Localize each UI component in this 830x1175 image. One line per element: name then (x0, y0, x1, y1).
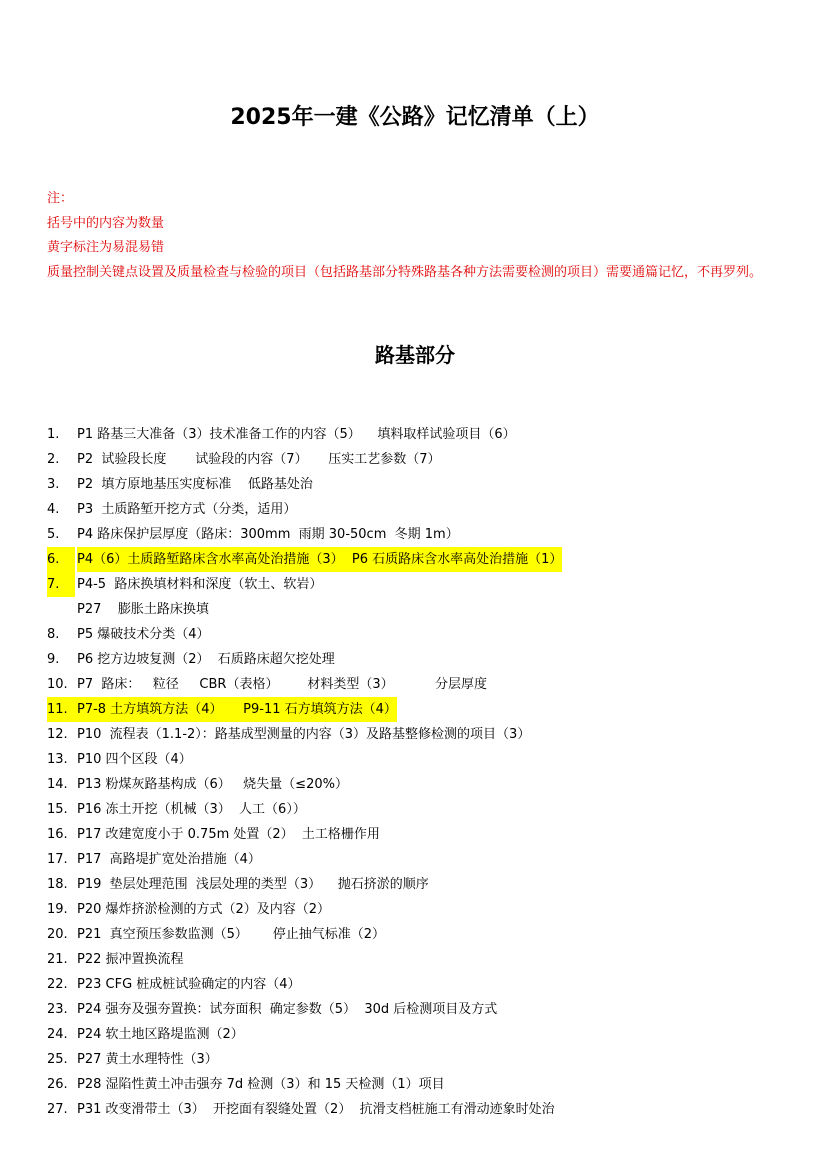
page-title: 2025年一建《公路》记忆清单（上） (230, 105, 600, 130)
list-item-text: P1 路基三大准备（3）技术准备工作的内容（5） 填料取样试验项目（6） (77, 427, 516, 442)
list-item-text: P17 改建宽度小于 0.75m 处置（2） 土工格栅作用 (77, 827, 380, 842)
list-item-number: 8. (47, 627, 60, 642)
list-item-text: P17 高路堤扩宽处治措施（4） (77, 852, 261, 867)
list-item-number: 21. (47, 952, 68, 967)
list-item (47, 1047, 807, 1072)
list-item (47, 772, 807, 797)
list-item (47, 647, 807, 672)
list-item-text: P24 软土地区路堤监测（2） (77, 1027, 244, 1042)
list-item-text: P2 试验段长度 试验段的内容（7） 压实工艺参数（7） (77, 452, 441, 467)
list-item-number: 27. (47, 1102, 68, 1117)
list-item-number: 5. (47, 527, 60, 542)
list-item-number: 3. (47, 477, 60, 492)
list-item-number: 13. (47, 752, 68, 767)
list-item (47, 597, 807, 622)
list-item-text: P21 真空预压参数监测（5） 停止抽气标准（2） (77, 927, 385, 942)
list-item-text: P23 CFG 桩成桩试验确定的内容（4） (77, 977, 301, 992)
list-item-text: P7-8 土方填筑方法（4） P9-11 石方填筑方法（4） (77, 697, 397, 722)
list-item-number: 18. (47, 877, 68, 892)
list-item (47, 622, 807, 647)
list-item-text: P19 垫层处理范围 浅层处理的类型（3） 抛石挤淤的顺序 (77, 877, 429, 892)
list-item-text: P7 路床： 粒径 CBR（表格） 材料类型（3） 分层厚度 (77, 677, 487, 692)
list-item-number: 22. (47, 977, 68, 992)
list-item (47, 797, 807, 822)
list-item (47, 722, 807, 747)
list-item (47, 447, 807, 472)
list-item-number: 6. (47, 547, 75, 572)
list-item-text: P31 改变滑带土（3） 开挖面有裂缝处置（2） 抗滑支档桩施工有滑动迹象时处治 (77, 1102, 555, 1117)
list-item-number: 11. (47, 697, 84, 722)
list-item (47, 947, 807, 972)
note-label: 注： (47, 191, 74, 206)
list-item (47, 472, 807, 497)
list-item-text: P4 路床保护层厚度（路床：300mm 雨期 30-50cm 冬期 1m） (77, 527, 459, 542)
list-item-text: P20 爆炸挤淤检测的方式（2）及内容（2） (77, 902, 331, 917)
list-item-number: 14. (47, 777, 68, 792)
list-item (47, 497, 807, 522)
list-item (47, 522, 807, 547)
notes-block (47, 187, 792, 285)
list-item (47, 847, 807, 872)
list-item-text: P4-5 路床换填材料和深度（软土、软岩） (77, 577, 323, 592)
list-item-text: P27 黄土水理特性（3） (77, 1052, 218, 1067)
list-item-text: P13 粉煤灰路基构成（6） 烧失量（≤20%） (77, 777, 348, 792)
list-item (47, 422, 807, 447)
list-item-number: 16. (47, 827, 68, 842)
list-item-number: 20. (47, 927, 68, 942)
list-item (47, 872, 807, 897)
list-item-number: 12. (47, 727, 68, 742)
list-item (47, 1072, 807, 1097)
list-item-text: P22 振冲置换流程 (77, 952, 184, 967)
list-item-number: 25. (47, 1052, 68, 1067)
list-item (47, 897, 807, 922)
note-line: 黄字标注为易混易错 (47, 240, 165, 255)
note-line: 质量控制关键点设置及质量检查与检验的项目（包括路基部分特殊路基各种方法需要检测的项目）需要通篇记忆，不再罗列。 (47, 264, 763, 280)
list-item-text: P5 爆破技术分类（4） (77, 627, 210, 642)
list-item-text: P27 膨胀土路床换填 (77, 602, 209, 617)
list-item (47, 672, 807, 697)
list-item-text: P16 冻土开挖（机械（3） 人工（6）） (77, 802, 306, 817)
list-item-number: 4. (47, 502, 60, 517)
list-item (47, 972, 807, 997)
list-item-number: 2. (47, 452, 60, 467)
list-item-number: 1. (47, 427, 60, 442)
list-item-number: 15. (47, 802, 68, 817)
list-item (47, 747, 807, 772)
list-item-text: P3 土质路堑开挖方式（分类，适用） (77, 502, 297, 517)
list-item-number: 10. (47, 677, 68, 692)
list-item (47, 697, 807, 722)
list-item-number: 7. (47, 572, 75, 597)
list-item-number: 19. (47, 902, 68, 917)
list-item (47, 822, 807, 847)
list-item-text: P28 湿陷性黄土冲击强夯 7d 检测（3）和 15 天检测（1）项目 (77, 1077, 445, 1092)
list-item (47, 572, 807, 597)
list-item-text: P10 流程表（1.1-2）：路基成型测量的内容（3）及路基整修检测的项目（3） (77, 727, 531, 742)
list-item-number: 9. (47, 652, 60, 667)
list-item-text: P10 四个区段（4） (77, 752, 192, 767)
list-item-number: 17. (47, 852, 68, 867)
section-title: 路基部分 (375, 343, 455, 367)
list-item-text: P24 强夯及强夯置换：试夯面积 确定参数（5） 30d 后检测项目及方式 (77, 1002, 498, 1017)
list-item (47, 922, 807, 947)
list-item (47, 1022, 807, 1047)
list-item (47, 1097, 807, 1122)
list-item-text: P6 挖方边坡复测（2） 石质路床超欠挖处理 (77, 652, 335, 667)
list-item (47, 997, 807, 1022)
list-item-text: P4（6）土质路堑路床含水率高处治措施（3） P6 石质路床含水率高处治措施（1） (77, 547, 562, 572)
list-item-number: 24. (47, 1027, 68, 1042)
memory-list (47, 422, 807, 1122)
list-item (47, 547, 807, 572)
note-line: 括号中的内容为数量 (47, 215, 165, 231)
list-item-number: 23. (47, 1002, 68, 1017)
list-item-text: P2 填方原地基压实度标准 低路基处治 (77, 477, 313, 492)
list-item-number: 26. (47, 1077, 68, 1092)
